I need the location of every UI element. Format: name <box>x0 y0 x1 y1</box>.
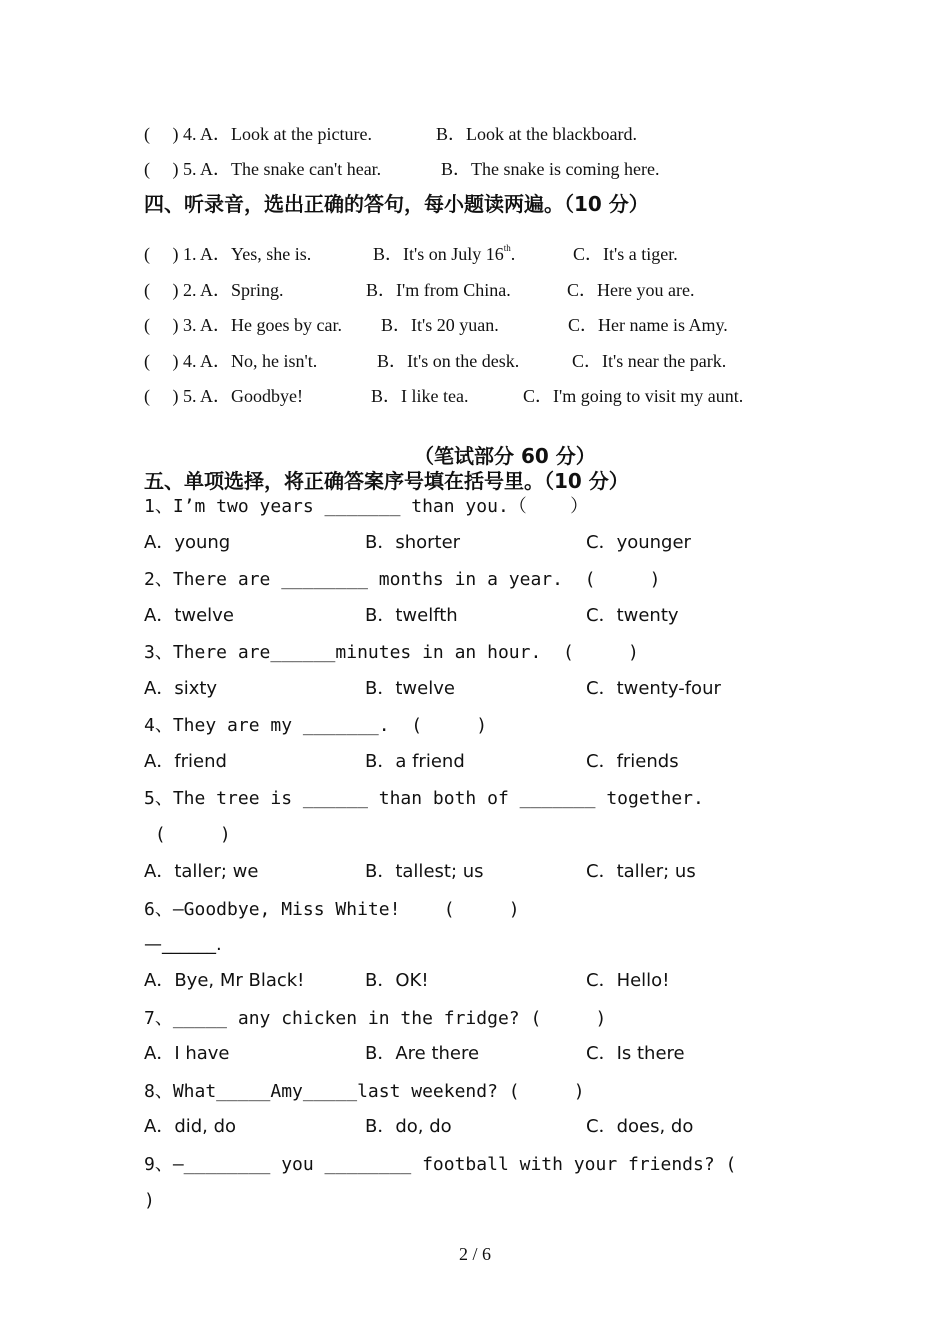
q1-option-c: C．younger <box>586 532 691 553</box>
q4-option-c: C．friends <box>586 751 679 772</box>
option-c: C．It's a tiger. <box>573 244 678 264</box>
question-6-reply: —______. <box>144 934 222 955</box>
q4-option-a: A．friend <box>144 751 227 772</box>
question-5: 5、The tree is ______ than both of _______ together. <box>144 788 704 809</box>
q7-option-c: C．Is there <box>586 1043 685 1064</box>
option-b: B．It's on the desk. <box>377 351 520 371</box>
option-b: B．I like tea. <box>371 386 469 406</box>
question-9-bracket-close: ) <box>144 1190 155 1211</box>
q7-option-b: B．Are there <box>365 1043 480 1064</box>
written-part-header: （笔试部分 60 分） <box>414 444 596 468</box>
option-b: B．I'm from China. <box>366 280 511 300</box>
question-row <box>144 242 311 266</box>
q6-option-c: C．Hello! <box>586 970 670 991</box>
q2-option-b: B．twelfth <box>365 605 458 626</box>
option-a: A．Goodbye! <box>200 386 303 406</box>
question-4: 4、They are my _______. ( ) <box>144 715 488 736</box>
question-5-bracket: ( ) <box>144 824 231 845</box>
option-a: A．Spring. <box>200 280 284 300</box>
answer-bracket: ( ) 5. <box>144 159 197 179</box>
question-1: 1、I’m two years _______ than you.（ ） <box>144 496 589 517</box>
q3-option-a: A．sixty <box>144 678 218 699</box>
question-row <box>144 313 342 337</box>
q4-option-b: B．a friend <box>365 751 465 772</box>
q6-option-b: B．OK! <box>365 970 429 991</box>
answer-bracket: ( ) 4. <box>144 351 197 371</box>
question-9: 9、—________ you ________ football with your friends? ( <box>144 1154 737 1175</box>
option-c: C．Here you are. <box>567 280 695 300</box>
page-number: 2 / 6 <box>458 1244 491 1264</box>
answer-bracket: ( ) 1. <box>144 244 197 264</box>
q8-option-a: A．did, do <box>144 1116 237 1137</box>
q2-option-a: A．twelve <box>144 605 234 626</box>
q8-option-b: B．do, do <box>365 1116 452 1137</box>
ordinal-superscript: th <box>503 243 511 253</box>
option-a: A．Look at the picture. <box>200 124 372 144</box>
section-5-title: 五、单项选择，将正确答案序号填在括号里。（10 分） <box>144 469 629 493</box>
section-4-title: 四、听录音，选出正确的答句，每小题读两遍。（10 分） <box>144 192 649 216</box>
q1-option-a: A．young <box>144 532 231 553</box>
answer-bracket: ( ) 2. <box>144 280 197 300</box>
answer-bracket: ( ) 3. <box>144 315 197 335</box>
option-a: A．The snake can't hear. <box>200 159 382 179</box>
q6-option-a: A．Bye, Mr Black! <box>144 970 305 991</box>
q5-option-a: A．taller; we <box>144 861 259 882</box>
q7-option-a: A．I have <box>144 1043 230 1064</box>
option-b: B．Look at the blackboard. <box>436 124 637 144</box>
option-c: C．I'm going to visit my aunt. <box>523 386 744 406</box>
answer-bracket: ( ) 5. <box>144 386 197 406</box>
question-row <box>144 384 303 408</box>
option-a: A．Yes, she is. <box>200 244 312 264</box>
option-c: C．Her name is Amy. <box>568 315 728 335</box>
question-3: 3、There are______minutes in an hour. ( ) <box>144 642 639 663</box>
question-row <box>144 349 317 373</box>
question-6: 6、—Goodbye, Miss White! ( ) <box>144 899 520 920</box>
question-7: 7、_____ any chicken in the fridge? ( ) <box>144 1008 607 1029</box>
option-b: B．The snake is coming here. <box>441 159 660 179</box>
option-b: B．It's on July 16th. <box>373 243 516 264</box>
q3-option-b: B．twelve <box>365 678 455 699</box>
q5-option-b: B．tallest; us <box>365 861 484 882</box>
option-a: A．He goes by car. <box>200 315 342 335</box>
option-b: B．It's 20 yuan. <box>381 315 499 335</box>
q1-option-b: B．shorter <box>365 532 461 553</box>
q8-option-c: C．does, do <box>586 1116 694 1137</box>
q3-option-c: C．twenty-four <box>586 678 721 699</box>
question-2: 2、There are ________ months in a year. ( ) <box>144 569 661 590</box>
question-row <box>144 157 381 181</box>
q5-option-c: C．taller; us <box>586 861 696 882</box>
question-8: 8、What_____Amy_____last weekend? ( ) <box>144 1081 585 1102</box>
question-row <box>144 278 284 302</box>
answer-bracket: ( ) 4. <box>144 124 197 144</box>
question-row <box>144 122 372 146</box>
q2-option-c: C．twenty <box>586 605 679 626</box>
option-c: C．It's near the park. <box>572 351 727 371</box>
option-a: A．No, he isn't. <box>200 351 318 371</box>
